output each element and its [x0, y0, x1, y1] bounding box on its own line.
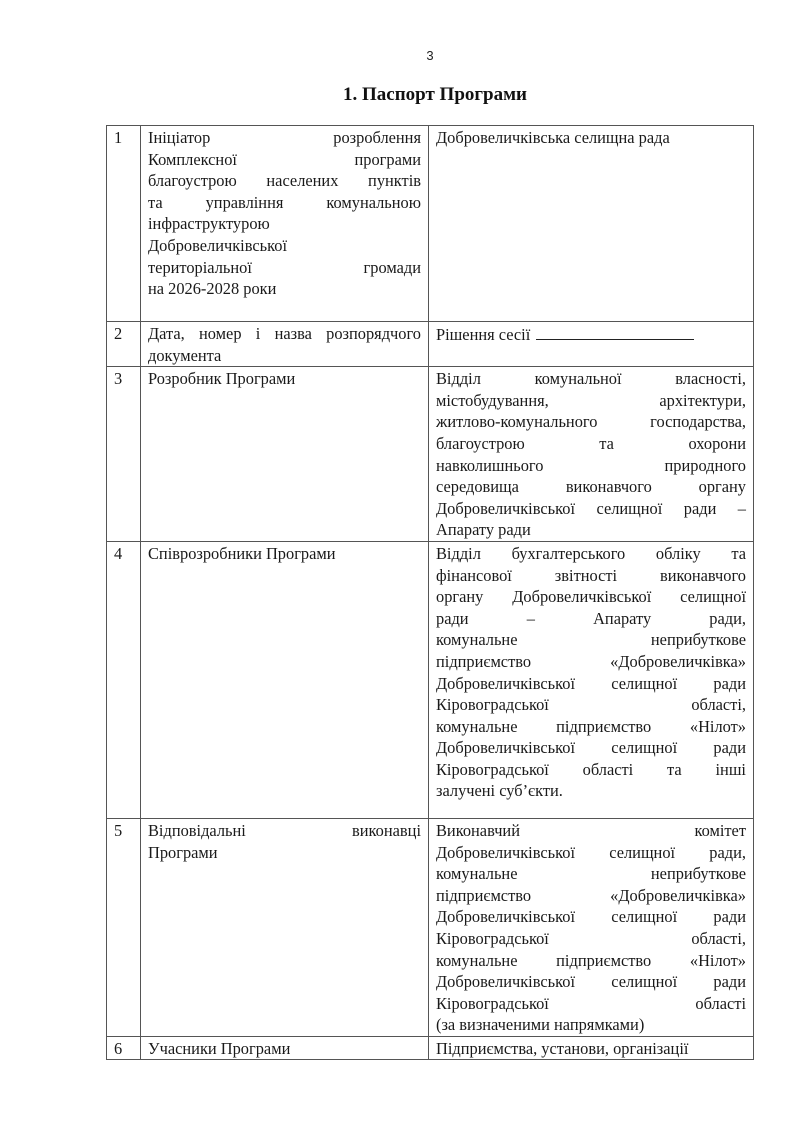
value-line: Кіровоградської області, [436, 695, 746, 715]
table-row-co-developers [107, 541, 754, 818]
value-line: підприємство «Добровеличківка» [436, 651, 746, 671]
row-value [429, 818, 754, 1036]
value-line: містобудування, архітектури, [436, 390, 746, 410]
value-line: середовища виконавчого органу [436, 477, 746, 497]
value-line: Апарату ради [436, 520, 531, 540]
row-value [429, 1036, 754, 1060]
row-value [429, 126, 754, 322]
label-line: інфраструктурою [148, 214, 270, 234]
label-line: Програми [148, 842, 218, 862]
value-line: органу Добровеличківської селищної [436, 587, 746, 607]
value-line: комунальне підприємство «Нілот» [436, 716, 746, 736]
program-passport-table [106, 125, 754, 1060]
label-line: благоустрою населених пунктів [148, 171, 421, 191]
value-line: Добровеличківської селищної ради, [436, 842, 746, 862]
row-label [141, 541, 429, 818]
row-label [141, 126, 429, 322]
label-line: Відповідальні виконавці [148, 820, 421, 840]
value-line: Добровеличківської селищної ради [436, 673, 746, 693]
value-line: (за визначеними напрямками) [436, 1015, 645, 1035]
label-line: Дата, номер і назва розпорядчого [148, 324, 421, 343]
row-value [429, 367, 754, 542]
value-line: Добровеличківської селищної ради [436, 738, 746, 758]
label-line: Добровеличківської [148, 235, 288, 255]
label-line: Комплексної програми [148, 149, 421, 169]
blank-fill-line [536, 323, 694, 340]
value-line: комунальне неприбуткове [436, 630, 746, 650]
value-line: залучені суб’єкти. [436, 781, 563, 801]
row-number: 1 [107, 126, 141, 322]
label-line: Ініціатор розроблення [148, 128, 421, 147]
value-line: Добровеличківська селищна рада [436, 128, 670, 147]
value-line: Кіровоградської області, [436, 928, 746, 948]
value-line: Добровеличківської селищної ради – [436, 498, 746, 518]
passport-table-body [107, 126, 754, 1060]
label-line: Учасники Програми [148, 1038, 291, 1058]
value-line: підприємство «Добровеличківка» [436, 885, 746, 905]
table-row-decree [107, 322, 754, 367]
label-line: та управління комунальною [148, 192, 421, 212]
row-number: 5 [107, 818, 141, 1036]
value-line: навколишнього природного [436, 455, 746, 475]
value-line: Підприємства, установи, організації [436, 1038, 689, 1058]
table-row-participants [107, 1036, 754, 1060]
row-number: 2 [107, 322, 141, 367]
table-row-initiator [107, 126, 754, 322]
value-line: благоустрою та охорони [436, 433, 746, 453]
table-row-executors [107, 818, 754, 1036]
value-line: Добровеличківської селищної ради [436, 907, 746, 927]
label-line: Розробник Програми [148, 369, 296, 389]
value-line: житлово-комунального господарства, [436, 412, 746, 432]
decree-text: Рішення сесії [436, 325, 531, 344]
label-line: документа [148, 345, 222, 365]
row-label [141, 322, 429, 367]
value-line: ради – Апарату ради, [436, 608, 746, 628]
label-line: на 2026-2028 роки [148, 279, 277, 299]
value-line: комунальне неприбуткове [436, 864, 746, 884]
section-title: 1. Паспорт Програми [343, 84, 527, 105]
value-line: комунальне підприємство «Нілот» [436, 950, 746, 970]
value-line: Кіровоградської області та інші [436, 759, 746, 779]
row-label [141, 818, 429, 1036]
value-line: Добровеличківської селищної ради [436, 972, 746, 992]
value-line: фінансової звітності виконавчого [436, 565, 746, 585]
table-row-developer [107, 367, 754, 542]
row-label [141, 1036, 429, 1060]
row-value [429, 541, 754, 818]
label-line: територіальної громади [148, 257, 421, 277]
row-number: 4 [107, 541, 141, 818]
row-number: 3 [107, 367, 141, 542]
row-label [141, 367, 429, 542]
value-line: Відділ бухгалтерського обліку та [436, 543, 746, 563]
row-value [429, 322, 754, 367]
value-line: Відділ комунальної власності, [436, 369, 746, 389]
row-number: 6 [107, 1036, 141, 1060]
label-line: Співрозробники Програми [148, 543, 336, 563]
page-number: 3 [426, 48, 434, 63]
value-line: Виконавчий комітет [436, 820, 746, 840]
value-line: Кіровоградської області [436, 993, 746, 1013]
